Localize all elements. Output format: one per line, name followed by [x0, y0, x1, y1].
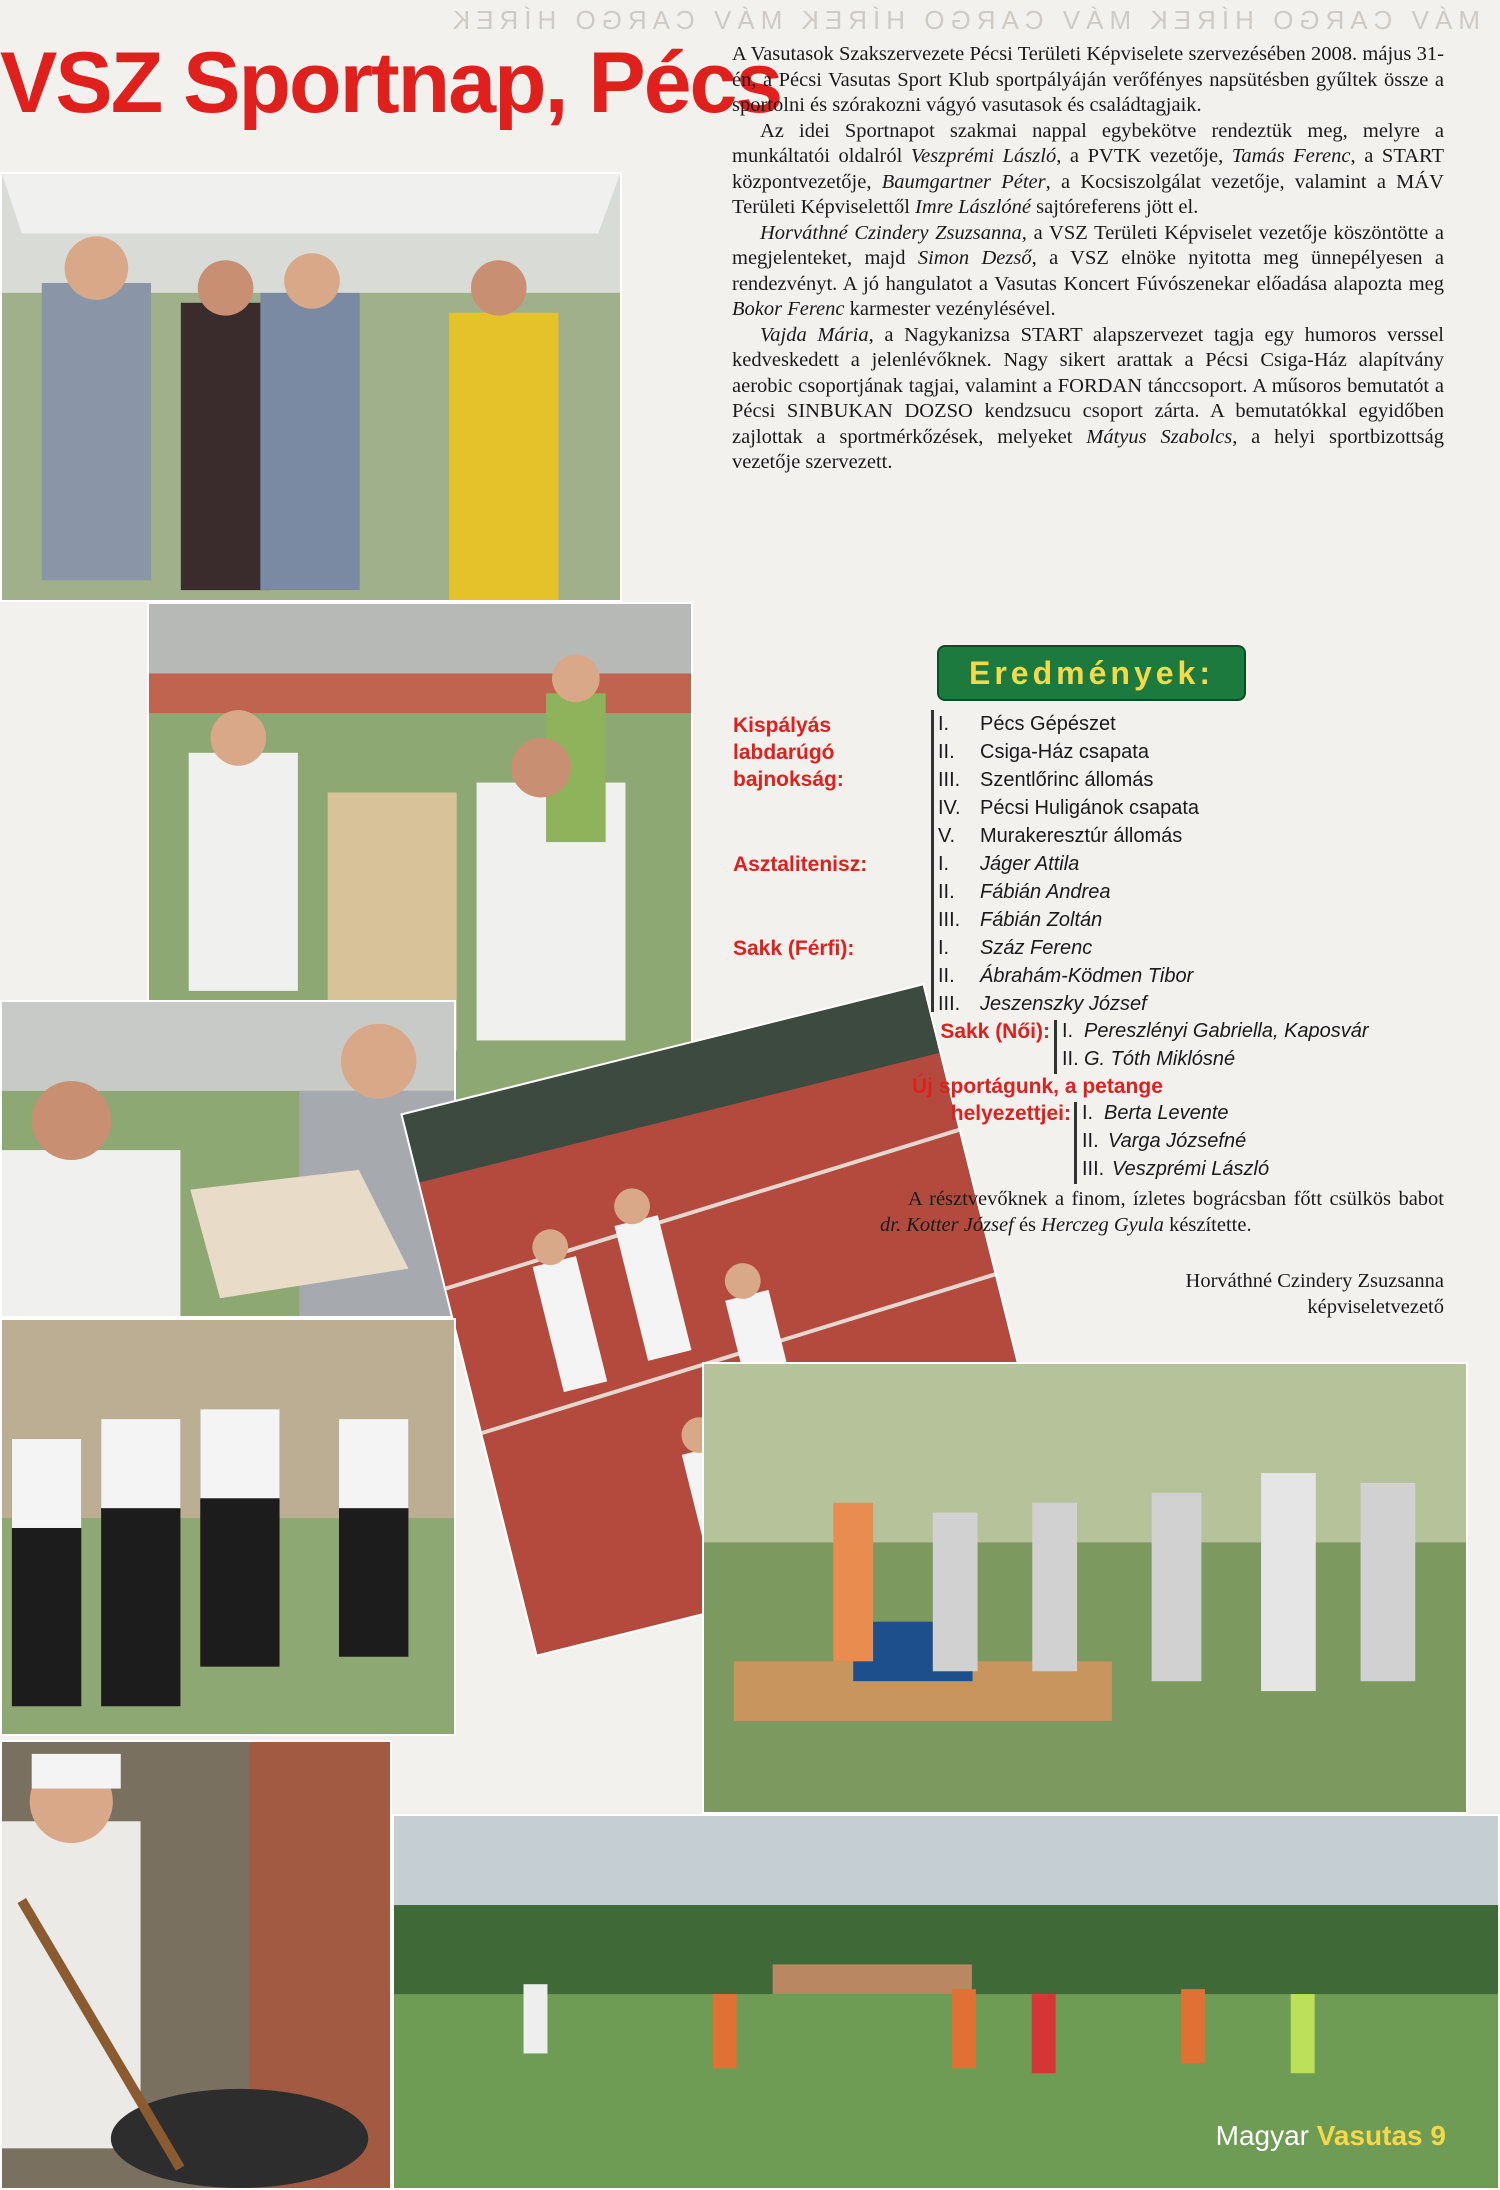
petanque-divider — [1074, 1102, 1077, 1184]
result-row: V. Murakeresztúr állomás — [938, 825, 1183, 847]
article-body — [732, 42, 1444, 476]
football-label-line: bajnokság: — [733, 768, 844, 791]
page-title: VSZ Sportnap, Pécs — [0, 35, 782, 131]
result-row: II. G. Tóth Miklósné — [1062, 1048, 1236, 1070]
result-row: III. Fábián Zoltán — [938, 909, 1103, 931]
paragraph-2 — [732, 221, 1444, 323]
table-tennis-category: Asztalitenisz: — [733, 853, 868, 876]
page-number: 9 — [1430, 2120, 1446, 2151]
text: , a PVTK vezetője, — [1056, 145, 1232, 167]
person-name: dr. Kotter József — [880, 1214, 1014, 1236]
text: készítette. — [1163, 1214, 1252, 1236]
football-label-line: Kispályás — [733, 714, 832, 737]
football-results — [938, 710, 1268, 850]
signature-name: Horváthné Czindery Zsuzsanna — [1185, 1270, 1444, 1292]
result-row: III. Szentlőrinc állomás — [938, 769, 1154, 791]
result-row: III. Veszprémi László — [1082, 1158, 1270, 1180]
person-name: Bokor Ferenc — [732, 298, 845, 320]
result-row: III. Jeszenszky József — [938, 993, 1147, 1015]
result-row: I. Száz Ferenc — [938, 937, 1093, 959]
results-divider — [931, 710, 934, 1012]
chess-men-results — [938, 934, 1268, 1018]
photo-cooking — [0, 1740, 392, 2190]
petanque-results — [1082, 1099, 1412, 1183]
photo-brass-band — [702, 1362, 1468, 1814]
result-row: II. Varga Józsefné — [1082, 1130, 1247, 1152]
result-row: I. Pereszlényi Gabriella, Kaposvár — [1062, 1020, 1369, 1042]
person-name: Herczeg Gyula — [1041, 1214, 1164, 1236]
text: és — [1013, 1214, 1042, 1236]
magazine-name: Magyar — [1215, 2120, 1309, 2151]
person-name: Mátyus Szabolcs — [1086, 425, 1233, 448]
result-row: I. Jáger Attila — [938, 853, 1080, 875]
football-category — [733, 712, 865, 793]
text: karmester vezénylésével. — [844, 298, 1056, 320]
paragraph-3 — [732, 323, 1444, 476]
text: , a START központvezetője, — [732, 145, 1444, 193]
result-row: II. Ábrahám-Ködmen Tibor — [938, 965, 1194, 987]
person-name: Veszprémi László — [910, 145, 1057, 167]
person-name: Simon Dezső — [917, 247, 1032, 269]
photo-kendo — [0, 1318, 456, 1736]
closing-paragraph — [880, 1186, 1444, 1238]
text: , a VSZ elnöke nyitotta meg ünnepélyesen a rendezvényt. A jó hangulatot a Vasutas Koncert Fúvószenekar előadása alapozta meg — [732, 247, 1444, 295]
text: , a Kocsiszolgálat vezetője, valamint a MÁV Területi Képviselettől — [732, 170, 1444, 218]
person-name: Tamás Ferenc — [1231, 145, 1351, 167]
signature-role: képviseletvezető — [1307, 1296, 1444, 1318]
signature-block — [880, 1268, 1444, 1320]
photo-chess — [0, 1000, 456, 1318]
text: , a Nagykanizsa START alapszervezet tagja egy humoros verssel kedveskedett a jelenlévőknek. Nagy sikert arattak a Pécsi Csiga-Ház alapítvány aerobic csoportjának tagjai, valamint a FORDAN tánccsoport. A műsoros bemutatót a Pécsi SINBUKAN DOZSO kendzsucu csoport zárta. A bemutatókkal egyidőben zajlottak a sportmérkőzések, melyeket — [732, 323, 1444, 448]
result-row: II. Csiga-Ház csapata — [938, 741, 1149, 763]
result-row: IV. Pécsi Huligánok csapata — [938, 797, 1200, 819]
lead-paragraph: A Vasutasok Szakszervezete Pécsi Területi Képviselete szervezésében 2008. május 31-én, a Pécsi Vasutas Sport Klub sportpályáján verőfényes napsütésben gyűltek össze a sportolni és szórakozni vágyó vasutasok és családtagjaik. — [732, 43, 1444, 116]
text: Az idei Sportnapot szakmai nappal egybekötve rendeztük meg, melyre a munkáltatói oldalról — [732, 119, 1444, 167]
petanque-label-line: Új sportágunk, a petange — [912, 1075, 1163, 1098]
ghost-header: MÁV CARGO HÍREK MÁV CARGO HÍREK MÁV CARGO HÍREK — [446, 5, 1480, 35]
paragraph-1 — [732, 119, 1444, 221]
chess-women-results — [1062, 1017, 1452, 1073]
result-row: I. Pécs Gépészet — [938, 713, 1116, 735]
result-row: II. Fábián Andrea — [938, 881, 1111, 903]
person-name: Baumgartner Péter — [881, 170, 1046, 193]
chess-women-category: Sakk (Női): — [940, 1020, 1050, 1043]
person-name: Vajda Mária — [760, 323, 869, 346]
petanque-label-line: helyezettjei: — [950, 1102, 1071, 1125]
photo-handshake — [0, 172, 622, 602]
magazine-footer — [1216, 2120, 1446, 2152]
magazine-name-bold: Vasutas — [1316, 2120, 1423, 2151]
person-name: Horváthné Czindery Zsuzsanna — [760, 221, 1022, 244]
football-label-line: labdarúgó — [733, 741, 835, 764]
chess-women-divider — [1054, 1020, 1057, 1074]
text: A résztvevőknek a finom, ízletes bográcsban főtt csülkös babot — [908, 1188, 1444, 1210]
results-badge: Eredmények: — [939, 647, 1244, 699]
person-name: Imre Lászlóné — [915, 196, 1031, 218]
table-tennis-results — [938, 850, 1268, 934]
text: , a helyi sportbizottság vezetője szervezett. — [732, 425, 1444, 473]
result-row: I. Berta Levente — [1082, 1102, 1229, 1124]
text: , a VSZ Területi Képviselet vezetője köszöntötte a megjelenteket, majd — [732, 221, 1444, 269]
chess-men-category: Sakk (Férfi): — [733, 937, 855, 960]
text: sajtóreferens jött el. — [1031, 196, 1199, 218]
